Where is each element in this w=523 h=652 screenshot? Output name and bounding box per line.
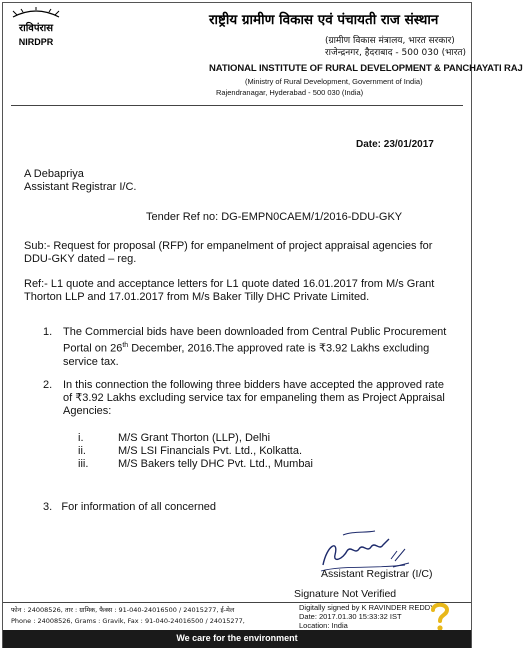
point-number: 1. (43, 326, 53, 338)
point-number: 2. (43, 378, 53, 391)
sign-off-title: Assistant Registrar (I/C) (321, 568, 433, 580)
recipient-name: A Debapriya (24, 168, 84, 180)
bidder-name: M/S Bakers telly DHC Pvt. Ltd., Mumbai (118, 458, 313, 470)
points-list (43, 326, 451, 428)
point-3 (43, 501, 216, 513)
header-divider (11, 105, 463, 106)
point-text: In this connection the following three bidders have accepted the approved rate of ₹3.92 Lakhs excluding service tax for empaneling them as Project Appraisal Agencies: (63, 378, 445, 417)
footer-phone: Phone : 24008526, Grams : Gravik, Fax : 91-040-24016500 / 24015277, (11, 617, 245, 625)
bidder-item (78, 458, 313, 471)
footer-tagline: We care for the environment (176, 633, 298, 643)
bidder-numeral: i. (78, 432, 84, 444)
tender-reference: Tender Ref no: DG-EMPN0CAEM/1/2016-DDU-GKY (146, 211, 403, 223)
bidder-numeral: iii. (78, 458, 89, 470)
digital-date: Date: 2017.01.30 15:33:32 IST (299, 612, 402, 621)
institute-address: Rajendranagar, Hyderabad - 500 030 (India) (216, 88, 364, 97)
letter-page (2, 2, 523, 648)
point-item (43, 378, 451, 418)
point-item (43, 326, 451, 369)
bidder-name: M/S LSI Financials Pvt. Ltd., Kolkatta. (118, 445, 303, 457)
bidder-numeral: ii. (78, 445, 86, 457)
point-superscript: th (122, 342, 129, 349)
nirdpr-logo (11, 9, 61, 49)
bidders-list (78, 432, 313, 471)
point-text-continued: December, 2016.The approved rate is ₹3.92 Lakhs excluding service tax. (63, 342, 430, 368)
letter-date: Date: 23/01/2017 (356, 139, 434, 150)
institute-name: NATIONAL INSTITUTE OF RURAL DEVELOPMENT & PANCHAYATI RAJ (209, 63, 523, 74)
point-number: 3. (43, 501, 53, 513)
address-hindi: राजेन्द्रनगर, हैदराबाद - 500 030 (भारत) (325, 48, 467, 58)
point-text: The Commercial bids have been downloaded from Central Public Procurement Portal on 26 (63, 326, 447, 355)
digital-signer: Digitally signed by K RAVINDER REDDY (299, 603, 436, 612)
signature-status: Signature Not Verified (294, 588, 397, 600)
ministry-hindi: (ग्रामीण विकास मंत्रालय, भारत सरकार) (325, 36, 455, 46)
footer-phone-hindi: फोन : 24008526, तार : ग्रामिक, फैक्स : 91-040-24016500 / 24015277, ई-मेल (11, 606, 235, 614)
ministry: (Ministry of Rural Development, Government of India) (245, 77, 423, 86)
recipient-title: Assistant Registrar I/C. (24, 180, 137, 193)
bidder-item (78, 445, 313, 458)
bidder-name: M/S Grant Thorton (LLP), Delhi (118, 432, 271, 444)
recipient-block (24, 168, 450, 193)
bidder-item (78, 432, 313, 445)
digital-signature-block (299, 603, 435, 630)
point-text: For information of all concerned (61, 501, 217, 513)
logo-caption: NIRDPR (18, 37, 54, 47)
logo-text: राविपंरास (19, 23, 53, 34)
digital-location: Location: India (299, 621, 348, 630)
reference-line: Ref:- L1 quote and acceptance letters for L1 quote dated 16.01.2017 from M/s Grant Thorton LLP and 17.01.2017 from M/s Baker Tilly DHC Private Limited. (24, 278, 435, 303)
subject-line: Sub:- Request for proposal (RFP) for empanelment of project appraisal agencies for DDU-GKY dated – reg. (24, 240, 433, 265)
institute-name-hindi: राष्ट्रीय ग्रामीण विकास एवं पंचायती राज संस्थान (209, 12, 439, 28)
unverified-question-icon (427, 600, 453, 632)
